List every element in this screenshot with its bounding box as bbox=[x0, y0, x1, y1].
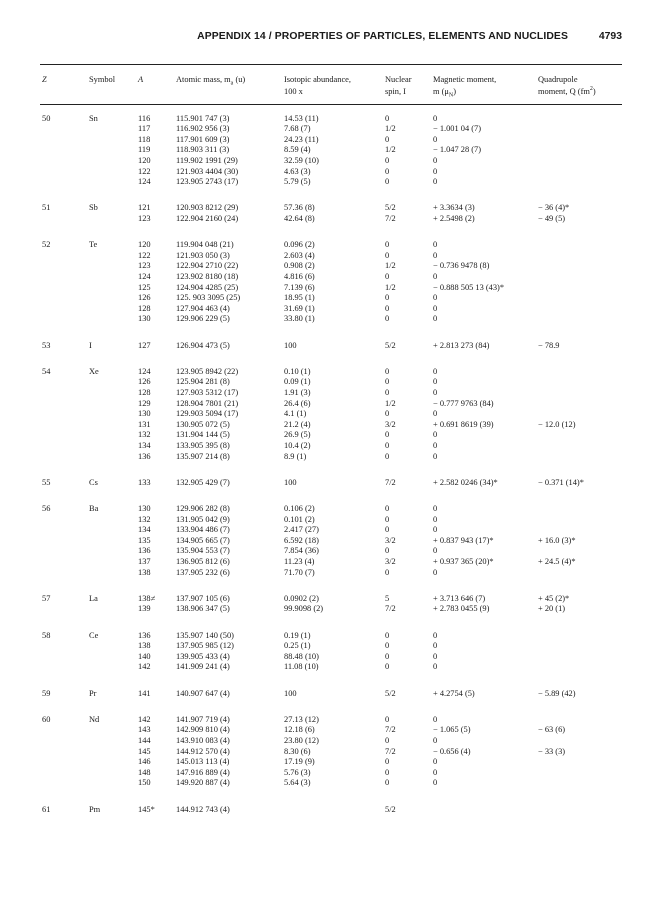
atomic-mass: 134.905 665 (7) bbox=[176, 535, 230, 545]
magnetic-moment: 0 bbox=[433, 155, 438, 165]
isotopic-abundance: 2.417 (27) bbox=[284, 525, 319, 535]
magnetic-moment: 0 bbox=[433, 177, 438, 187]
quadrupole-moment: − 49 (5) bbox=[538, 213, 566, 223]
col-mass: Atomic mass, $m_a$ (u) bbox=[176, 75, 246, 87]
isotope-mass-number: 141 bbox=[138, 688, 151, 698]
isotope-mass-number: 138≠ bbox=[138, 593, 156, 603]
isotope-mass-number: 130 bbox=[138, 503, 151, 513]
nuclear-spin: 0 bbox=[385, 440, 390, 450]
isotope-mass-number: 120 bbox=[138, 155, 151, 165]
nuclear-spin: 7/2 bbox=[385, 604, 396, 614]
magnetic-moment: + 2.582 0246 (34)* bbox=[433, 477, 498, 487]
nuclear-spin: 0 bbox=[385, 714, 390, 724]
isotope-mass-number: 127 bbox=[138, 340, 151, 350]
isotope-mass-number: 130 bbox=[138, 409, 151, 419]
nuclear-spin: 7/2 bbox=[385, 725, 396, 735]
quadrupole-moment: + 20 (1) bbox=[538, 604, 566, 614]
isotopic-abundance: 8.59 (4) bbox=[284, 145, 311, 155]
atomic-mass: 138.906 347 (5) bbox=[176, 604, 230, 614]
quadrupole-moment: − 12.0 (12) bbox=[538, 419, 576, 429]
isotope-mass-number: 136 bbox=[138, 451, 151, 461]
atomic-mass: 142.909 810 (4) bbox=[176, 725, 230, 735]
element-symbol: Xe bbox=[89, 366, 99, 376]
isotope-mass-number: 123 bbox=[138, 261, 151, 271]
nuclear-spin: 0 bbox=[385, 155, 390, 165]
isotopic-abundance: 100 bbox=[284, 340, 297, 350]
isotopic-abundance: 42.64 (8) bbox=[284, 213, 315, 223]
isotope-mass-number: 144 bbox=[138, 735, 151, 745]
element-symbol: Nd bbox=[89, 714, 100, 724]
magnetic-moment: 0 bbox=[433, 240, 438, 250]
nuclear-spin: 1/2 bbox=[385, 282, 396, 292]
page-header bbox=[40, 31, 622, 47]
element-symbol: I bbox=[89, 340, 92, 350]
atomic-mass: 135.907 140 (50) bbox=[176, 630, 234, 640]
isotope-mass-number: 126 bbox=[138, 293, 151, 303]
atomic-mass: 122.904 2710 (22) bbox=[176, 261, 239, 271]
isotope-mass-number: 138 bbox=[138, 641, 151, 651]
atomic-mass: 140.907 647 (4) bbox=[176, 688, 230, 698]
element-z: 56 bbox=[42, 503, 51, 513]
isotope-mass-number: 128 bbox=[138, 303, 151, 313]
nuclear-spin: 3/2 bbox=[385, 556, 396, 566]
nuclear-spin: 0 bbox=[385, 651, 390, 661]
nuclear-spin: 1/2 bbox=[385, 398, 396, 408]
isotopic-abundance: 57.36 (8) bbox=[284, 203, 315, 213]
atomic-mass: 126.904 473 (5) bbox=[176, 340, 230, 350]
isotopic-abundance: 10.4 (2) bbox=[284, 440, 311, 450]
isotopic-abundance: 12.18 (6) bbox=[284, 725, 315, 735]
magnetic-moment: 0 bbox=[433, 293, 438, 303]
magnetic-moment: 0 bbox=[433, 113, 438, 123]
magnetic-moment: 0 bbox=[433, 440, 438, 450]
magnetic-moment: 0 bbox=[433, 525, 438, 535]
page-number: 4793 bbox=[598, 31, 622, 42]
isotopic-abundance: 18.95 (1) bbox=[284, 293, 315, 303]
isotopic-abundance: 4.63 (3) bbox=[284, 166, 311, 176]
element-z: 58 bbox=[42, 630, 51, 640]
nuclear-spin: 0 bbox=[385, 767, 390, 777]
isotopic-abundance: 33.80 (1) bbox=[284, 314, 315, 324]
atomic-mass: 129.906 282 (8) bbox=[176, 503, 230, 513]
atomic-mass: 123.902 8180 (18) bbox=[176, 271, 239, 281]
atomic-mass: 119.904 048 (21) bbox=[176, 240, 234, 250]
magnetic-moment: 0 bbox=[433, 767, 438, 777]
magnetic-moment: + 0.937 365 (20)* bbox=[433, 556, 494, 566]
atomic-mass: 117.901 609 (3) bbox=[176, 134, 230, 144]
nuclear-spin: 5/2 bbox=[385, 340, 396, 350]
nuclear-spin: 5/2 bbox=[385, 804, 396, 814]
atomic-mass: 121.903 050 (3) bbox=[176, 250, 230, 260]
isotopic-abundance: 8.30 (6) bbox=[284, 746, 311, 756]
quadrupole-moment: + 24.5 (4)* bbox=[538, 556, 576, 566]
nuclear-spin: 0 bbox=[385, 546, 390, 556]
isotopic-abundance: 1.91 (3) bbox=[284, 387, 311, 397]
atomic-mass: 136.905 812 (6) bbox=[176, 556, 230, 566]
element-symbol: Sn bbox=[89, 113, 98, 123]
atomic-mass: 132.905 429 (7) bbox=[176, 477, 230, 487]
atomic-mass: 133.905 395 (8) bbox=[176, 440, 230, 450]
isotope-mass-number: 122 bbox=[138, 166, 151, 176]
atomic-mass: 125. 903 3095 (25) bbox=[176, 293, 241, 303]
element-symbol: Cs bbox=[89, 477, 98, 487]
isotope-mass-number: 137 bbox=[138, 556, 151, 566]
nuclear-spin: 0 bbox=[385, 514, 390, 524]
isotopic-abundance: 26.9 (5) bbox=[284, 430, 311, 440]
table-top-rule bbox=[40, 64, 622, 65]
element-z: 54 bbox=[42, 366, 51, 376]
col-a: A bbox=[138, 75, 144, 84]
magnetic-moment: − 1.001 04 (7) bbox=[433, 124, 481, 134]
atomic-mass: 137.905 985 (12) bbox=[176, 641, 234, 651]
nuclear-spin: 0 bbox=[385, 293, 390, 303]
atomic-mass: 120.903 8212 (29) bbox=[176, 203, 239, 213]
isotope-mass-number: 139 bbox=[138, 604, 151, 614]
nuclear-spin: 0 bbox=[385, 503, 390, 513]
element-z: 52 bbox=[42, 240, 51, 250]
atomic-mass: 144.912 743 (4) bbox=[176, 804, 230, 814]
magnetic-moment: 0 bbox=[433, 134, 438, 144]
magnetic-moment: + 3.3634 (3) bbox=[433, 203, 475, 213]
isotopic-abundance: 6.592 (18) bbox=[284, 535, 319, 545]
isotope-mass-number: 120 bbox=[138, 240, 151, 250]
magnetic-moment: + 3.713 646 (7) bbox=[433, 593, 486, 603]
nuclear-spin: 0 bbox=[385, 757, 390, 767]
isotope-mass-number: 142 bbox=[138, 714, 151, 724]
magnetic-moment: 0 bbox=[433, 451, 438, 461]
isotopic-abundance: 7.139 (6) bbox=[284, 282, 315, 292]
magnetic-moment: 0 bbox=[433, 409, 438, 419]
element-z: 51 bbox=[42, 203, 51, 213]
atomic-mass: 121.903 4404 (30) bbox=[176, 166, 239, 176]
isotopic-abundance: 0.09 (1) bbox=[284, 377, 311, 387]
magnetic-moment: + 4.2754 (5) bbox=[433, 688, 475, 698]
isotopic-abundance: 0.10 (1) bbox=[284, 366, 311, 376]
isotope-mass-number: 121 bbox=[138, 203, 151, 213]
atomic-mass: 123.905 2743 (17) bbox=[176, 177, 239, 187]
isotopic-abundance: 11.08 (10) bbox=[284, 662, 319, 672]
atomic-mass: 137.907 105 (6) bbox=[176, 593, 230, 603]
isotopic-abundance: 14.53 (11) bbox=[284, 113, 319, 123]
isotopic-abundance: 88.48 (10) bbox=[284, 651, 319, 661]
magnetic-moment: 0 bbox=[433, 314, 438, 324]
nuclear-spin: 0 bbox=[385, 303, 390, 313]
atomic-mass: 128.904 7801 (21) bbox=[176, 398, 239, 408]
quadrupole-moment: − 5.89 (42) bbox=[538, 688, 576, 698]
magnetic-moment: + 0.691 8619 (39) bbox=[433, 419, 494, 429]
isotope-mass-number: 134 bbox=[138, 525, 151, 535]
element-z: 60 bbox=[42, 714, 51, 724]
nuclear-spin: 0 bbox=[385, 240, 390, 250]
nuclear-spin: 1/2 bbox=[385, 145, 396, 155]
magnetic-moment: + 2.783 0455 (9) bbox=[433, 604, 490, 614]
nuclear-spin: 5/2 bbox=[385, 688, 396, 698]
element-symbol: Pr bbox=[89, 688, 97, 698]
magnetic-moment: 0 bbox=[433, 546, 438, 556]
magnetic-moment: 0 bbox=[433, 641, 438, 651]
isotopic-abundance: 23.80 (12) bbox=[284, 735, 319, 745]
magnetic-moment: − 0.656 (4) bbox=[433, 746, 471, 756]
atomic-mass: 125.904 281 (8) bbox=[176, 377, 230, 387]
col-magnetic: Magnetic moment, m $(\mu_N)$ bbox=[433, 75, 497, 99]
nuclear-spin: 3/2 bbox=[385, 535, 396, 545]
isotope-mass-number: 116 bbox=[138, 113, 151, 123]
col-symbol: Symbol bbox=[89, 75, 116, 84]
nuclear-spin: 0 bbox=[385, 778, 390, 788]
magnetic-moment: 0 bbox=[433, 735, 438, 745]
isotopic-abundance: 7.68 (7) bbox=[284, 124, 311, 134]
nuclear-spin: 0 bbox=[385, 735, 390, 745]
isotope-mass-number: 150 bbox=[138, 778, 151, 788]
isotope-mass-number: 142 bbox=[138, 662, 151, 672]
nuclear-spin: 7/2 bbox=[385, 746, 396, 756]
col-quadrupole: Quadrupole moment, Q $(fm^2)$ bbox=[538, 75, 596, 96]
atomic-mass: 123.905 8942 (22) bbox=[176, 366, 239, 376]
magnetic-moment: 0 bbox=[433, 387, 438, 397]
nuclear-spin: 7/2 bbox=[385, 477, 396, 487]
atomic-mass: 129.906 229 (5) bbox=[176, 314, 230, 324]
isotope-mass-number: 124 bbox=[138, 366, 151, 376]
isotope-mass-number: 146 bbox=[138, 757, 151, 767]
isotopic-abundance: 17.19 (9) bbox=[284, 757, 315, 767]
element-symbol: Sb bbox=[89, 203, 98, 213]
isotope-mass-number: 125 bbox=[138, 282, 151, 292]
isotope-mass-number: 119 bbox=[138, 145, 151, 155]
isotopic-abundance: 7.854 (36) bbox=[284, 546, 319, 556]
isotopic-abundance: 100 bbox=[284, 477, 297, 487]
element-symbol: Ba bbox=[89, 503, 99, 513]
isotope-mass-number: 129 bbox=[138, 398, 151, 408]
isotopic-abundance: 0.101 (2) bbox=[284, 514, 315, 524]
magnetic-moment: 0 bbox=[433, 166, 438, 176]
quadrupole-moment: − 78.9 bbox=[538, 340, 560, 350]
isotopic-abundance: 5.76 (3) bbox=[284, 767, 311, 777]
atomic-mass: 141.909 241 (4) bbox=[176, 662, 230, 672]
nuclear-spin: 5 bbox=[385, 593, 390, 603]
atomic-mass: 135.904 553 (7) bbox=[176, 546, 230, 556]
isotopic-abundance: 24.23 (11) bbox=[284, 134, 319, 144]
atomic-mass: 124.904 4285 (25) bbox=[176, 282, 239, 292]
isotopic-abundance: 0.096 (2) bbox=[284, 240, 315, 250]
nuclear-spin: 0 bbox=[385, 630, 390, 640]
magnetic-moment: 0 bbox=[433, 503, 438, 513]
isotopic-abundance: 0.19 (1) bbox=[284, 630, 311, 640]
isotope-mass-number: 131 bbox=[138, 419, 151, 429]
isotope-mass-number: 136 bbox=[138, 546, 151, 556]
isotope-mass-number: 117 bbox=[138, 124, 151, 134]
atomic-mass: 131.904 144 (5) bbox=[176, 430, 230, 440]
nuclear-spin: 3/2 bbox=[385, 419, 396, 429]
isotope-mass-number: 136 bbox=[138, 630, 151, 640]
magnetic-moment: 0 bbox=[433, 303, 438, 313]
isotopic-abundance: 0.0902 (2) bbox=[284, 593, 319, 603]
element-symbol: Pm bbox=[89, 804, 101, 814]
quadrupole-moment: − 36 (4)* bbox=[538, 203, 570, 213]
col-z: Z bbox=[42, 75, 47, 84]
atomic-mass: 118.903 311 (3) bbox=[176, 145, 230, 155]
atomic-mass: 130.905 072 (5) bbox=[176, 419, 230, 429]
isotopic-abundance: 0.25 (1) bbox=[284, 641, 311, 651]
nuclear-spin: 0 bbox=[385, 271, 390, 281]
atomic-mass: 127.904 463 (4) bbox=[176, 303, 230, 313]
isotope-mass-number: 122 bbox=[138, 250, 151, 260]
atomic-mass: 122.904 2160 (24) bbox=[176, 213, 239, 223]
atomic-mass: 129.903 5094 (17) bbox=[176, 409, 239, 419]
atomic-mass: 137.905 232 (6) bbox=[176, 567, 230, 577]
isotopic-abundance: 4.816 (6) bbox=[284, 271, 315, 281]
isotope-mass-number: 128 bbox=[138, 387, 151, 397]
magnetic-moment: 0 bbox=[433, 567, 438, 577]
isotopic-abundance: 71.70 (7) bbox=[284, 567, 315, 577]
element-symbol: Te bbox=[89, 240, 98, 250]
isotopic-abundance: 21.2 (4) bbox=[284, 419, 311, 429]
magnetic-moment: − 0.736 9478 (8) bbox=[433, 261, 490, 271]
magnetic-moment: 0 bbox=[433, 377, 438, 387]
atomic-mass: 149.920 887 (4) bbox=[176, 778, 230, 788]
nuclear-spin: 0 bbox=[385, 314, 390, 324]
atomic-mass: 135.907 214 (8) bbox=[176, 451, 230, 461]
quadrupole-moment: − 63 (6) bbox=[538, 725, 566, 735]
isotopic-abundance: 5.64 (3) bbox=[284, 778, 311, 788]
nuclear-spin: 0 bbox=[385, 662, 390, 672]
atomic-mass: 115.901 747 (3) bbox=[176, 113, 230, 123]
isotope-mass-number: 145 bbox=[138, 746, 151, 756]
isotope-mass-number: 132 bbox=[138, 514, 151, 524]
atomic-mass: 143.910 083 (4) bbox=[176, 735, 230, 745]
magnetic-moment: − 1.047 28 (7) bbox=[433, 145, 481, 155]
isotopic-abundance: 11.23 (4) bbox=[284, 556, 315, 566]
element-symbol: La bbox=[89, 593, 98, 603]
element-z: 55 bbox=[42, 477, 51, 487]
magnetic-moment: − 1.065 (5) bbox=[433, 725, 471, 735]
isotope-mass-number: 148 bbox=[138, 767, 151, 777]
isotopic-abundance: 5.79 (5) bbox=[284, 177, 311, 187]
element-z: 53 bbox=[42, 340, 51, 350]
isotopic-abundance: 8.9 (1) bbox=[284, 451, 307, 461]
isotope-mass-number: 138 bbox=[138, 567, 151, 577]
atomic-mass: 141.907 719 (4) bbox=[176, 714, 230, 724]
magnetic-moment: 0 bbox=[433, 714, 438, 724]
atomic-mass: 119.902 1991 (29) bbox=[176, 155, 238, 165]
isotopic-abundance: 2.603 (4) bbox=[284, 250, 315, 260]
nuclear-spin: 0 bbox=[385, 387, 390, 397]
isotope-mass-number: 126 bbox=[138, 377, 151, 387]
magnetic-moment: 0 bbox=[433, 430, 438, 440]
nuclear-spin: 0 bbox=[385, 641, 390, 651]
isotopic-abundance: 4.1 (1) bbox=[284, 409, 307, 419]
nuclear-spin: 0 bbox=[385, 525, 390, 535]
atomic-mass: 144.912 570 (4) bbox=[176, 746, 230, 756]
magnetic-moment: 0 bbox=[433, 250, 438, 260]
nuclear-spin: 1/2 bbox=[385, 124, 396, 134]
isotope-mass-number: 134 bbox=[138, 440, 151, 450]
isotopic-abundance: 31.69 (1) bbox=[284, 303, 315, 313]
nuclear-spin: 0 bbox=[385, 409, 390, 419]
nuclear-spin: 0 bbox=[385, 134, 390, 144]
isotope-mass-number: 133 bbox=[138, 477, 151, 487]
nuclear-spin: 0 bbox=[385, 166, 390, 176]
isotopic-abundance: 27.13 (12) bbox=[284, 714, 319, 724]
atomic-mass: 116.902 956 (3) bbox=[176, 124, 230, 134]
isotopic-abundance: 100 bbox=[284, 688, 297, 698]
isotope-mass-number: 143 bbox=[138, 725, 151, 735]
magnetic-moment: 0 bbox=[433, 630, 438, 640]
nuclear-spin: 0 bbox=[385, 366, 390, 376]
magnetic-moment: 0 bbox=[433, 778, 438, 788]
isotope-mass-number: 124 bbox=[138, 177, 151, 187]
isotope-mass-number: 130 bbox=[138, 314, 151, 324]
isotope-mass-number: 118 bbox=[138, 134, 151, 144]
magnetic-moment: 0 bbox=[433, 366, 438, 376]
nuclear-spin: 0 bbox=[385, 250, 390, 260]
isotope-mass-number: 145* bbox=[138, 804, 155, 814]
atomic-mass: 139.905 433 (4) bbox=[176, 651, 230, 661]
magnetic-moment: + 2.813 273 (84) bbox=[433, 340, 490, 350]
nuclear-spin: 1/2 bbox=[385, 261, 396, 271]
isotope-mass-number: 124 bbox=[138, 271, 151, 281]
col-abundance: Isotopic abundance, 100 x bbox=[284, 75, 351, 96]
isotopic-abundance: 32.59 (10) bbox=[284, 155, 319, 165]
isotope-mass-number: 140 bbox=[138, 651, 151, 661]
element-z: 59 bbox=[42, 688, 51, 698]
magnetic-moment: + 2.5498 (2) bbox=[433, 213, 475, 223]
table-header-rule bbox=[40, 104, 622, 105]
nuclear-spin: 7/2 bbox=[385, 213, 396, 223]
isotopic-abundance: 0.106 (2) bbox=[284, 503, 315, 513]
nuclear-spin: 0 bbox=[385, 113, 390, 123]
magnetic-moment: − 0.888 505 13 (43)* bbox=[433, 282, 505, 292]
magnetic-moment: + 0.837 943 (17)* bbox=[433, 535, 494, 545]
magnetic-moment: 0 bbox=[433, 271, 438, 281]
isotopic-abundance: 26.4 (6) bbox=[284, 398, 311, 408]
atomic-mass: 131.905 042 (9) bbox=[176, 514, 230, 524]
running-title: APPENDIX 14 / PROPERTIES OF PARTICLES, ELEMENTS AND NUCLIDES bbox=[197, 31, 568, 42]
atomic-mass: 127.903 5312 (17) bbox=[176, 387, 239, 397]
magnetic-moment: 0 bbox=[433, 514, 438, 524]
magnetic-moment: 0 bbox=[433, 757, 438, 767]
magnetic-moment: 0 bbox=[433, 651, 438, 661]
quadrupole-moment: − 0.371 (14)* bbox=[538, 477, 584, 487]
magnetic-moment: 0 bbox=[433, 662, 438, 672]
isotope-mass-number: 132 bbox=[138, 430, 151, 440]
col-spin: Nuclear spin, I bbox=[385, 75, 412, 96]
nuclear-spin: 0 bbox=[385, 377, 390, 387]
element-symbol: Ce bbox=[89, 630, 99, 640]
atomic-mass: 145.013 113 (4) bbox=[176, 757, 230, 767]
quadrupole-moment: − 33 (3) bbox=[538, 746, 566, 756]
element-z: 57 bbox=[42, 593, 51, 603]
isotopic-abundance: 0.908 (2) bbox=[284, 261, 315, 271]
element-z: 50 bbox=[42, 113, 51, 123]
nuclear-spin: 0 bbox=[385, 430, 390, 440]
isotopic-abundance: 99.9098 (2) bbox=[284, 604, 324, 614]
atomic-mass: 133.904 486 (7) bbox=[176, 525, 230, 535]
isotope-mass-number: 123 bbox=[138, 213, 151, 223]
nuclear-spin: 0 bbox=[385, 451, 390, 461]
nuclear-spin: 5/2 bbox=[385, 203, 396, 213]
nuclear-spin: 0 bbox=[385, 567, 390, 577]
isotope-mass-number: 135 bbox=[138, 535, 151, 545]
nuclear-spin: 0 bbox=[385, 177, 390, 187]
element-z: 61 bbox=[42, 804, 51, 814]
quadrupole-moment: + 16.0 (3)* bbox=[538, 535, 576, 545]
atomic-mass: 147.916 889 (4) bbox=[176, 767, 230, 777]
magnetic-moment: − 0.777 9763 (84) bbox=[433, 398, 494, 408]
quadrupole-moment: + 45 (2)* bbox=[538, 593, 570, 603]
